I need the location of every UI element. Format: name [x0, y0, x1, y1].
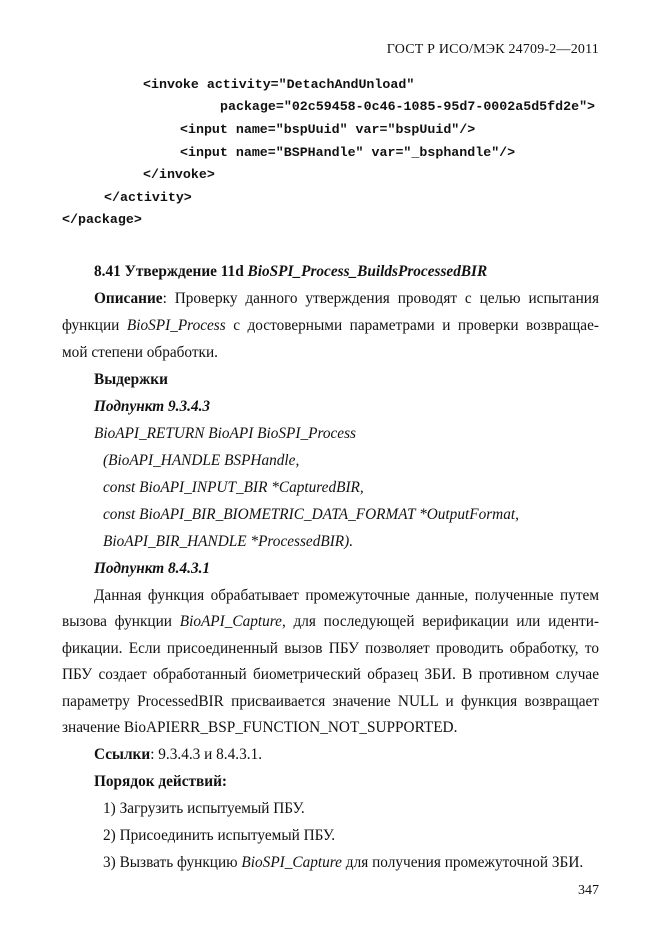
- signature-line: const BioAPI_INPUT_BIR *CapturedBIR,: [103, 479, 364, 496]
- page-number: 347: [578, 883, 599, 898]
- excerpts-label: Выдержки: [94, 371, 168, 388]
- step-text: для получения промежуточной ЗБИ.: [341, 854, 584, 871]
- description-label: Описание: [94, 290, 163, 307]
- page-header: ГОСТ Р ИСО/МЭК 24709-2—2011: [386, 42, 599, 57]
- section-title-italic: BioSPI_Process_BuildsProcessedBIR: [247, 263, 488, 280]
- step-item: 2) Присоединить испытуемый ПБУ.: [103, 827, 336, 844]
- steps-label: Порядок действий:: [94, 773, 227, 790]
- references-label: Ссылки: [94, 746, 151, 763]
- signature-line: BioAPI_BIR_HANDLE *ProcessedBIR).: [103, 533, 354, 550]
- subclause-label: Подпункт 8.4.3.1: [94, 560, 211, 577]
- code-line: <invoke activity="DetachAndUnload": [143, 77, 415, 92]
- references-text: : 9.3.4.3 и 8.4.3.1.: [150, 746, 263, 763]
- description-line-2: [62, 317, 599, 335]
- paragraph-line: ПБУ создает обработанный биометрический образец ЗБИ. В противном случае: [62, 666, 599, 683]
- function-name: BioAPI_Capture: [179, 613, 282, 630]
- subclause-label: Подпункт 9.3.4.3: [94, 398, 211, 415]
- code-line: package="02c59458-0c46-1085-95d7-0002a5d5fd2e">: [220, 99, 596, 114]
- paragraph-line: [62, 613, 599, 631]
- step-item: 1) Загрузить испытуемый ПБУ.: [103, 800, 305, 817]
- function-name: BioSPI_Capture: [241, 854, 342, 871]
- signature-line: const BioAPI_BIR_BIOMETRIC_DATA_FORMAT *OutputFormat,: [103, 506, 519, 523]
- section-heading: [94, 263, 487, 281]
- code-line: </invoke>: [143, 167, 215, 182]
- paragraph-text: вызова функции: [62, 613, 180, 630]
- description-line-1: [94, 290, 599, 308]
- code-line: </package>: [62, 212, 142, 227]
- step-text: 3) Вызвать функцию: [103, 854, 242, 871]
- signature-line: (BioAPI_HANDLE BSPHandle,: [103, 452, 300, 469]
- description-text: : Проверку данного утверждения проводят с целью испытания: [162, 290, 599, 307]
- paragraph-line: Данная функция обрабатывает промежуточные данные, полученные путем: [94, 587, 599, 604]
- paragraph-line: параметру ProcessedBIR присваивается значение NULL и функция возвращает: [62, 693, 599, 710]
- code-line: <input name="bspUuid" var="bspUuid"/>: [180, 122, 476, 137]
- code-line: <input name="BSPHandle" var="_bsphandle"/>: [180, 145, 516, 160]
- paragraph-line: значение BioAPIERR_BSP_FUNCTION_NOT_SUPPORTED.: [62, 719, 458, 736]
- description-line-3: мой степени обработки.: [62, 344, 219, 361]
- paragraph-text: , для последующей верификации или иденти-: [281, 613, 600, 630]
- function-name: BioSPI_Process: [126, 317, 226, 334]
- references-line: [94, 746, 262, 764]
- paragraph-line: фикации. Если присоединенный вызов ПБУ позволяет проводить обработку, то: [62, 640, 599, 657]
- signature-line: BioAPI_RETURN BioAPI BioSPI_Process: [94, 425, 356, 442]
- step-item: [103, 854, 583, 872]
- section-number-title: 8.41 Утверждение 11d: [94, 263, 248, 280]
- description-text: с достоверными параметрами и проверки возвращае-: [225, 317, 599, 334]
- description-text: функции: [62, 317, 127, 334]
- code-line: </activity>: [104, 190, 192, 205]
